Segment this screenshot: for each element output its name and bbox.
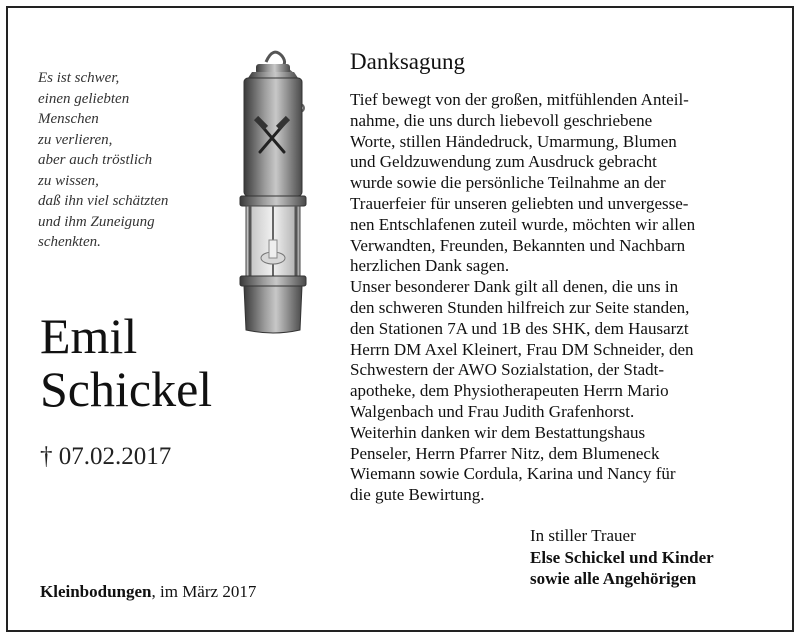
signature-line: Else Schickel und Kinder xyxy=(530,548,714,567)
notice-body xyxy=(350,90,695,506)
last-name: Schickel xyxy=(40,361,213,417)
poem-line: aber auch tröstlich xyxy=(38,152,153,168)
body-line: Tief bewegt von der großen, mitfühlenden Anteil- xyxy=(350,90,689,109)
body-line: nahme, die uns durch liebevoll geschriebene xyxy=(350,110,653,130)
miners-lamp-icon xyxy=(218,42,328,337)
body-line: herzlichen Dank sagen. xyxy=(350,256,510,276)
publication-date: , im März 2017 xyxy=(151,582,257,601)
poem-line: einen geliebten xyxy=(38,90,130,107)
body-line: Verwandten, Freunden, Bekannten und Nachbarn xyxy=(350,235,686,255)
notice-heading: Danksagung xyxy=(350,49,465,74)
signature-line: sowie alle Angehörigen xyxy=(530,569,697,588)
body-line: den Stationen 7A und 1B des SHK, dem Hausarzt xyxy=(350,318,689,338)
body-line: Trauerfeier für unseren geliebten und unvergesse- xyxy=(350,193,689,213)
cross-symbol: † xyxy=(40,443,53,470)
body-line: den schweren Stunden hilfreich zur Seite standen, xyxy=(350,297,690,317)
body-line: Unser besonderer Dank gilt all denen, die uns in xyxy=(350,277,679,297)
poem-line: und ihm Zuneigung xyxy=(38,213,155,230)
poem-line: daß ihn viel schätzten xyxy=(38,193,169,209)
place-and-date xyxy=(40,582,256,602)
poem-line: zu verlieren, xyxy=(38,131,113,148)
body-line: Weiterhin danken wir dem Bestattungshaus xyxy=(350,422,646,442)
body-line: Walgenbach und Frau Judith Grafenhorst. xyxy=(350,401,635,421)
signature-names xyxy=(530,547,714,589)
body-line: nen Entschlafenen zuteil wurde, möchten wir allen xyxy=(350,214,696,234)
body-line: Worte, stillen Händedruck, Umarmung, Blumen xyxy=(350,131,677,151)
poem-line: schenkten. xyxy=(38,234,101,250)
memorial-poem xyxy=(38,68,168,253)
body-line: die gute Bewirtung. xyxy=(350,485,485,505)
body-line: Schwestern der AWO Sozialstation, der Stadt- xyxy=(350,360,665,380)
first-name: Emil xyxy=(40,308,138,364)
poem-line: Es ist schwer, xyxy=(38,70,120,86)
body-line: Herrn DM Axel Kleinert, Frau DM Schneider, den xyxy=(350,339,694,359)
poem-line: zu wissen, xyxy=(38,172,99,189)
body-line: Penseler, Herrn Pfarrer Nitz, dem Blumeneck xyxy=(350,443,660,463)
body-line: Wiemann sowie Cordula, Karina und Nancy für xyxy=(350,464,676,484)
death-date: 07.02.2017 xyxy=(58,443,172,470)
deceased-name xyxy=(40,310,212,416)
body-line: und Geldzuwendung zum Ausdruck gebracht xyxy=(350,152,657,172)
poem-line: Menschen xyxy=(38,111,99,127)
town-name: Kleinbodungen xyxy=(40,582,152,601)
body-line: wurde sowie die persönliche Teilnahme an der xyxy=(350,173,666,193)
signature-intro: In stiller Trauer xyxy=(530,526,636,545)
death-date-line xyxy=(40,443,171,471)
body-line: apotheke, dem Physiotherapeuten Herrn Mario xyxy=(350,381,669,401)
